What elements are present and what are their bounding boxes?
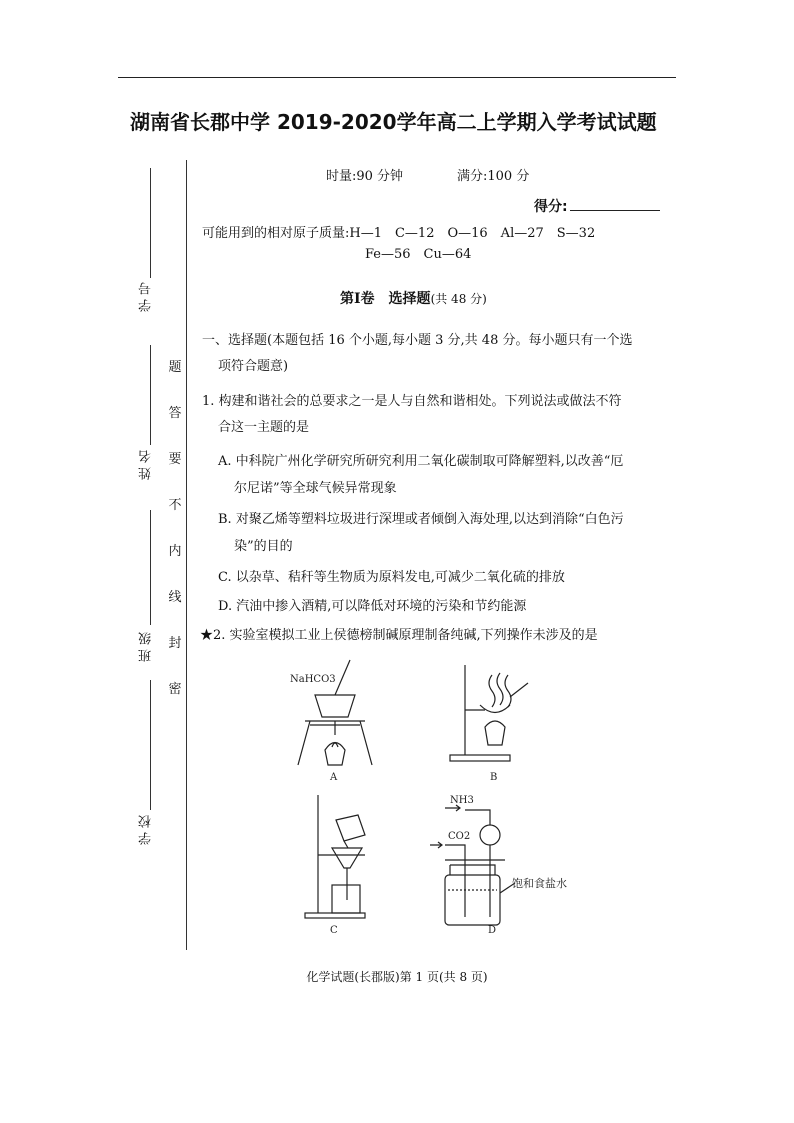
label-a: A (330, 772, 338, 783)
seal-char: 密 (168, 682, 182, 697)
class-line (150, 510, 151, 625)
q1-option-b-line2: 染”的目的 (234, 539, 293, 554)
student-id-line (150, 168, 151, 278)
time-limit: 时量:90 分钟 (326, 169, 404, 184)
q1-stem-line1: 1. 构建和谐社会的总要求之一是人与自然和谐相处。下列说法或做法不符 (202, 394, 622, 409)
seal-char: 线 (168, 590, 182, 605)
school-line (150, 680, 151, 810)
seal-text (167, 345, 183, 713)
full-score: 满分:100 分 (457, 169, 530, 184)
atomic-mass-line2: Fe—56 Cu—64 (365, 247, 472, 262)
class-label: 班 级 (139, 632, 154, 663)
binding-line-outer (186, 160, 187, 950)
section-heading (340, 288, 487, 308)
label-brine: 饱和食盐水 (512, 877, 567, 890)
instruction-line1: 一、选择题(本题包括 16 个小题,每小题 3 分,共 48 分。每小题只有一个选 (202, 333, 633, 348)
label-d: D (488, 925, 497, 936)
name-label: 姓 名 (139, 450, 154, 481)
score-blank[interactable] (570, 210, 660, 211)
seal-char: 封 (168, 636, 182, 651)
page-title: 湖南省长郡中学 2019-2020学年高二上学期入学考试试题 (130, 110, 657, 134)
atomic-mass-line1: 可能用到的相对原子质量:H—1 C—12 O—16 Al—27 S—32 (202, 226, 596, 241)
school-label: 学 校 (139, 815, 154, 846)
apparatus-figure (270, 655, 570, 945)
label-co2: CO2 (448, 831, 471, 842)
q1-option-a-line1: A. 中科院广州化学研究所研究利用二氧化碳制取可降解塑料,以改善“厄 (218, 454, 624, 469)
apparatus-d (430, 805, 515, 925)
seal-char: 内 (168, 544, 182, 559)
section-title: 第Ⅰ卷 选择题 (340, 291, 431, 307)
q1-option-c: C. 以杂草、秸秆等生物质为原料发电,可减少二氧化硫的排放 (218, 570, 565, 585)
seal-char: 要 (168, 452, 182, 467)
seal-char: 答 (168, 406, 182, 421)
name-line (150, 345, 151, 445)
top-rule (118, 77, 676, 78)
student-id-label: 学 号 (139, 282, 154, 313)
label-nahco3: NaHCO3 (290, 674, 336, 685)
label-b: B (490, 772, 498, 783)
seal-char: 不 (168, 498, 182, 513)
score-label: 得分: (534, 199, 568, 215)
apparatus-b (450, 665, 528, 761)
section-note: (共 48 分) (430, 292, 487, 306)
page-footer: 化学试题(长郡版)第 1 页(共 8 页) (306, 970, 488, 984)
q1-option-d: D. 汽油中掺入酒精,可以降低对环境的污染和节约能源 (218, 599, 527, 614)
score-field[interactable] (534, 196, 660, 216)
instruction-line2: 项符合题意) (218, 359, 289, 374)
q2-stem: ★2. 实验室模拟工业上侯德榜制碱原理制备纯碱,下列操作未涉及的是 (200, 628, 598, 643)
label-nh3: NH3 (450, 795, 474, 806)
q1-option-b-line1: B. 对聚乙烯等塑料垃圾进行深埋或者倾倒入海处理,以达到消除“白色污 (218, 512, 624, 527)
label-c: C (330, 925, 338, 936)
seal-char: 题 (168, 360, 182, 375)
apparatus-c (305, 795, 365, 918)
q1-stem-line2: 合这一主题的是 (218, 420, 310, 435)
q1-option-a-line2: 尔尼诺”等全球气候异常现象 (234, 481, 397, 496)
